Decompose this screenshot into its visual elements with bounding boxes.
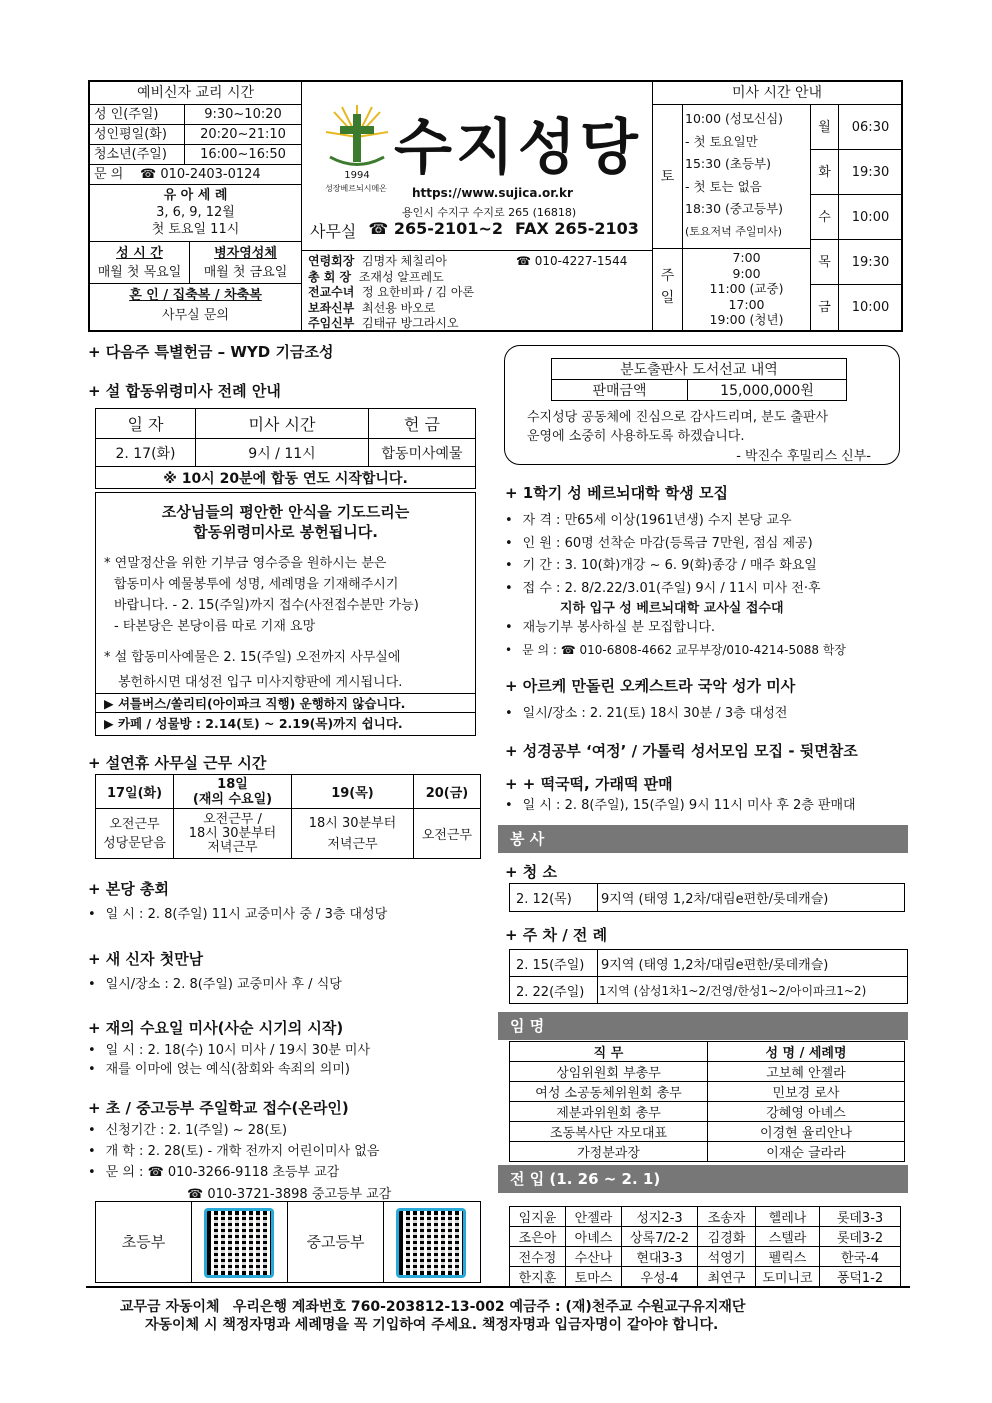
- list-item: • 문 의 : ☎ 010-6808-4662 교무부장/010-4214-5088 학장: [505, 639, 846, 661]
- memorial-title: + 설 합동위령미사 전례 안내: [88, 382, 281, 400]
- list-item: • 일 시 : 2. 18(수) 10시 미사 / 19시 30분 미사: [88, 1041, 370, 1060]
- catechism-row: 성 인(주일) 9:30~10:20: [90, 105, 301, 125]
- office-contact: 사무실 ☎ 265-2101~2 FAX 265-2103: [310, 219, 639, 241]
- list-item: • 자 격 : 만65세 이상(1961년생) 수지 본당 교우: [505, 510, 821, 533]
- list-item: • 접 수 : 2. 8/2.22/3.01(주일) 9시 / 11시 미사 전·후: [505, 578, 821, 601]
- logo-caption: 성장베르뇌시메온: [325, 184, 387, 193]
- table-row: 여성 소공동체위원회 총무 민보경 로사: [510, 1082, 905, 1102]
- sunday-masses: 7:00 9:00 11:00 (교중) 17:00 19:00 (청년): [683, 249, 811, 330]
- weekday-row: 목 19:30: [811, 240, 902, 285]
- university-title: + 1학기 성 베르뇌대학 학생 모집: [505, 484, 728, 502]
- weekday-row: 월 06:30: [811, 105, 902, 150]
- table-row: 가정분과장 이재순 글라라: [510, 1142, 905, 1162]
- offering-note: * 설 합동미사예물은 2. 15(주일) 오전까지 사무실에 봉헌하시면 대성전 입구 미사지향판에 게시됩니다.: [104, 650, 403, 690]
- list-item: • 일시/장소 : 2. 8(주일) 교중미사 후 / 식당: [88, 974, 342, 995]
- school-phone: ☎ 010-3721-3898 중고등부 교감: [187, 1187, 392, 1202]
- orchestra-title: + 아르케 만돌린 오케스트라 국악 성가 미사: [505, 677, 796, 695]
- book-mission-box: 분도출판사 도서선교 내역 판매금액 15,000,000원 수지성당 공동체에 진심으로 감사드리며, 분도 출판사 운영에 소중히 사용하도록 하겠습니다. - 박진수 후밀리스 신부-: [504, 345, 900, 465]
- priest-signature: - 박진수 후밀리스 신부-: [736, 449, 871, 464]
- list-item: • 일시/장소 : 2. 21(토) 18시 30분 / 3층 대성전: [505, 703, 787, 724]
- appointment-table: 직 무 성 명 / 세례명 상임위원회 부총무 고보혜 안젤라 여성 소공동체위원회 총무 민보경 로사 제분과위원회 총무 강혜영 아녜스 조동복사단 자모대표 이경현 율리안나 가정분과장 이재순 글라라: [509, 1041, 905, 1162]
- university-list: [505, 510, 821, 600]
- infant-baptism: 유 아 세 례 3, 6, 9, 12월 첫 토요일 11시: [90, 185, 301, 242]
- university-desk: 지하 입구 성 베르뇌대학 교사실 접수대: [560, 601, 784, 616]
- staff-item: 총 회 장 조재성 알프레도: [308, 269, 444, 284]
- sick-communion-time: 병자영성체 매월 첫 금요일: [203, 246, 288, 280]
- cafe-notice: ▶ 카페 / 성물방 : 2.14(토) ~ 2.19(목)까지 쉽니다.: [104, 716, 403, 731]
- elementary-qr[interactable]: [192, 1202, 288, 1282]
- confession-time: 성 시 간 매월 첫 목요일: [90, 242, 190, 283]
- service-section-bar: 봉 사: [498, 825, 908, 853]
- table-row: 한지훈 토마스 우성-4 최연구 도미니코 풍덕1-2: [510, 1267, 901, 1287]
- table-row: 조은아 아녜스 상록7/2-2 김경화 스텔라 롯데3-2: [510, 1227, 901, 1247]
- church-url[interactable]: https://www.sujica.or.kr: [412, 186, 573, 200]
- qr-label: 중고등부: [288, 1202, 384, 1282]
- table-row: 조동복사단 자모대표 이경현 율리안나: [510, 1122, 905, 1142]
- mass-schedule: [652, 82, 901, 330]
- bible-study-title: + 성경공부 ‘여정’ / 가톨릭 성서모임 모집 - 뒷면참조: [505, 742, 858, 760]
- catechism-row: 청소년(주일) 16:00~16:50: [90, 145, 301, 165]
- sacrament-times: [90, 242, 301, 284]
- catechism-row: 성인평일(화) 20:20~21:10: [90, 125, 301, 145]
- catechism-info: [90, 82, 302, 330]
- saturday-label: 토: [653, 105, 683, 249]
- university-list-2: [505, 617, 846, 661]
- list-item: • 재를 이마에 얹는 예식(참회와 속죄의 의미): [88, 1060, 370, 1079]
- church-address: 용인시 수지구 수지로 265 (16818): [402, 206, 577, 219]
- sales-amount: 15,000,000원: [688, 380, 847, 401]
- list-item: • 기 간 : 3. 10(화)개강 ~ 6. 9(화)종강 / 매주 화요일: [505, 555, 821, 578]
- receipt-note: * 연말정산을 위한 기부금 영수증을 원하시는 분은 합동미사 예물봉투에 성명, 세례명을 기재해주시기 바랍니다. - 2. 15(주일)까지 접수(사전접수분만 가능) - 타본당은 본당이름 따로 기재 요망: [104, 556, 419, 634]
- table-row: 제분과위원회 총무 강혜영 아녜스: [510, 1102, 905, 1122]
- appointment-section-bar: 임 명: [498, 1012, 908, 1040]
- staff-item: 보좌신부 최선용 바오로: [308, 300, 436, 315]
- qr-code-icon: [204, 1208, 274, 1278]
- memorial-notice-box: 조상님들의 평안한 안식을 기도드리는 합동위령미사로 봉헌됩니다. * 연말정산을 위한 기부금 영수증을 원하시는 분은 합동미사 예물봉투에 성명, 세례명을 기재해주시기 바랍니다. - 2. 15(주일)까지 접수(사전접수분만 가능) - 타본당은 본당이름 따로 기재 요망 * 설 합동미사예물은 2. 15(주일) 오전까지 사무실에 봉헌하시면 대성전 입구 미사지향판에 게시됩니다. ▶ 셔틀버스/쏠리티(아이파크 직행) 운행하지 않습니다. ▶ 카페 / 성물방 : 2.14(토) ~ 2.19(목)까지 쉽니다.: [95, 492, 476, 736]
- special-offering: + 다음주 특별헌금 – WYD 기금조성: [88, 343, 334, 361]
- shuttle-notice: ▶ 셔틀버스/쏠리티(아이파크 직행) 운행하지 않습니다.: [96, 693, 475, 713]
- list-item: • 문 의 : ☎ 010-3266-9118 초등부 교감: [88, 1162, 379, 1183]
- table-row: 임지윤 안젤라 성지2-3 조송자 헬레나 롯데3-3: [510, 1207, 901, 1227]
- staff-item: 주임신부 김태규 방그라시오: [308, 316, 459, 330]
- list-item: • 인 원 : 60명 선착순 마감(등록금 7만원, 점심 제공): [505, 533, 821, 556]
- parking-table: 2. 15(주일) 9지역 (태영 1,2차/대림e편한/롯데캐슬) 2. 22(주일) 1지역 (삼성1차1~2/건영/한성1~2/아이파크1~2): [509, 949, 908, 1004]
- assembly-title: + 본당 총회: [88, 880, 169, 898]
- highschool-qr[interactable]: [384, 1202, 480, 1282]
- staff-item: 연령회장 김명자 체칠리아: [308, 254, 447, 268]
- table-row: 전수정 수산나 현대3-3 석영기 펠릭스 한국-4: [510, 1247, 901, 1267]
- transfer-section-bar: 전 입 (1. 26 ~ 2. 1): [498, 1165, 908, 1193]
- cleaning-title: + 청 소: [505, 863, 557, 881]
- qr-code-icon: [396, 1208, 466, 1278]
- weekday-row: 수 10:00: [811, 195, 902, 240]
- bulletin-header: [88, 80, 903, 332]
- cleaning-table: 2. 12(목) 9지역 (태영 1,2차/대림e편한/롯데캐슬): [509, 883, 905, 912]
- footer-line1: 교무금 자동이체 우리은행 계좌번호 760-203812-13-002 예금주 : (재)천주교 수원교구유지재단: [120, 1299, 746, 1315]
- church-identity: [302, 82, 652, 250]
- mass-schedule-title: 미사 시간 안내: [653, 82, 901, 105]
- saturday-masses: 10:00 (성모신심) - 첫 토요일만 15:30 (초등부) - 첫 토는 없음 18:30 (중고등부) (토요저녁 주일미사): [683, 105, 811, 249]
- footer-line2: 자동이체 시 책정자명과 세례명을 꼭 기입하여 주세요. 책정자명과 입금자명이 같아야 합니다.: [145, 1317, 719, 1333]
- sunday-school-title: + 초 / 중고등부 주일학교 접수(온라인): [88, 1099, 349, 1117]
- newcomer-list: [88, 974, 342, 995]
- parking-title: + 주 차 / 전 례: [505, 926, 608, 944]
- church-name: 수지성당: [394, 113, 642, 183]
- logo-year: 1994: [344, 170, 370, 181]
- footer-divider: [86, 1286, 910, 1288]
- wedding-info: 혼 인 / 집축복 / 차축복 사무실 문의: [129, 288, 262, 323]
- transfer-table: [509, 1206, 901, 1287]
- sunday-label: 주 일: [653, 249, 683, 330]
- sunday-school-list: [88, 1120, 379, 1183]
- list-item: • 재능기부 봉사하실 분 모집합니다.: [505, 617, 846, 639]
- holiday-title: + 설연휴 사무실 근무 시간: [88, 754, 267, 772]
- catechism-contact: 문 의 ☎ 010-2403-0124: [90, 165, 301, 185]
- newcomer-title: + 새 신자 첫만남: [88, 950, 204, 968]
- ash-wednesday-list: [88, 1041, 370, 1079]
- ash-wednesday-title: + 재의 수요일 미사(사순 시기의 시작): [88, 1019, 344, 1037]
- weekday-masses: [811, 105, 902, 330]
- church-logo-icon: [322, 102, 392, 172]
- staff-phone: ☎ 010-4227-1544: [516, 254, 628, 268]
- staff-list: [302, 250, 652, 330]
- holiday-table: 17일(화) 18일 (재의 수요일) 19(목) 20(금) 오전근무 성당문닫음 오전근무 / 18시 30분부터 저녁근무 18시 30분부터 저녁근무 오전근무: [95, 774, 481, 859]
- rice-cake-title: + + 떡국떡, 가래떡 판매: [505, 775, 673, 793]
- orchestra-list: [505, 703, 787, 724]
- weekday-row: 화 19:30: [811, 150, 902, 195]
- book-box-title: 분도출판사 도서선교 내역: [552, 359, 847, 380]
- assembly-list: [88, 904, 387, 925]
- list-item: • 일 시 : 2. 8(주일) 11시 교중미사 중 / 3층 대성당: [88, 904, 387, 925]
- rice-cake-list: [505, 795, 856, 816]
- catechism-title: 예비신자 교리 시간: [90, 82, 301, 105]
- staff-item: 전교수녀 정 요한비파 / 김 아론: [308, 285, 475, 299]
- weekday-row: 금 10:00: [811, 285, 902, 330]
- list-item: • 개 학 : 2. 28(토) - 개학 전까지 어린이미사 없음: [88, 1141, 379, 1162]
- table-row: 상임위원회 부총무 고보혜 안젤라: [510, 1062, 905, 1082]
- memorial-table: 일 자 미사 시간 헌 금 2. 17(화) 9시 / 11시 합동미사예물 ※ 10시 20분에 합동 연도 시작합니다.: [95, 408, 476, 489]
- list-item: • 일 시 : 2. 8(주일), 15(주일) 9시 11시 미사 후 2층 판매대: [505, 795, 856, 816]
- qr-codes: [95, 1201, 481, 1283]
- qr-label: 초등부: [96, 1202, 192, 1282]
- list-item: • 신청기간 : 2. 1(주일) ~ 28(토): [88, 1120, 379, 1141]
